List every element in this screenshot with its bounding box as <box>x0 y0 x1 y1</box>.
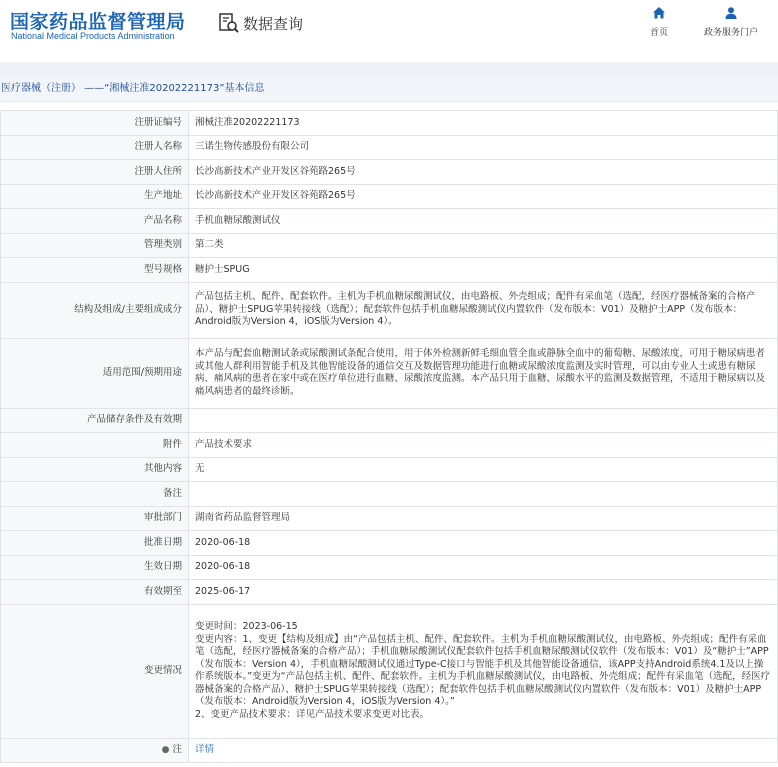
site-logo-subtitle[interactable]: National Medical Products Administration <box>11 31 175 41</box>
row-label: 型号规格 <box>1 258 189 283</box>
row-value: 无 <box>189 457 778 482</box>
table-row <box>1 111 778 136</box>
row-value: 2020-06-18 <box>189 555 778 580</box>
row-value <box>189 738 778 763</box>
row-value: 长沙高新技术产业开发区谷苑路265号 <box>189 184 778 209</box>
row-label: 附件 <box>1 433 189 458</box>
row-value <box>189 482 778 507</box>
row-label: 生效日期 <box>1 555 189 580</box>
row-value: 产品包括主机、配件、配套软件。主机为手机血糖尿酸测试仪，由电路板、外壳组成；配件有采血笔（选配，经医疗器械备案的合格产品）、糖护士SPUG苹果转接线（选配）；配套软件包括手机血糖尿酸测试仪内置软件（发布版本：V01）及糖护士APP（发布版本：Android版为Version 4，iOS版为Version 4）。 <box>189 282 778 338</box>
breadcrumb: 医疗器械（注册） ——“湘械注准20202221173”基本信息 <box>0 76 778 102</box>
detail-table <box>0 110 778 763</box>
row-value: 第二类 <box>189 233 778 258</box>
table-row <box>1 209 778 234</box>
change-content: 变更内容：1、变更【结构及组成】由“产品包括主机、配件、配套软件。主机为手机血糖尿酸测试仪，由电路板、外壳组成；配件有采血笔（选配，经医疗器械备案的合格产品）；手机血糖尿酸测试仪配套软件包括手机血糖尿酸测试仪软件（发布版本：V01）及“糖护士”APP（发布版本：Version 4），手机血糖尿酸测试仪通过Type-C接口与智能手机及其他智能设备通信，该APP支持Android系统4.1及以上操作系统版本。”变更为“产品包括主机、配件、配套软件。主机为手机血糖尿酸测试仪，由电路板、外壳组成；配件有采血笔（选配，经医疗器械备案的合格产品）、糖护士SPUG苹果转接线（选配）；配套软件包括手机血糖尿酸测试仪内置软件（发布版本：V01）及糖护士APP（发布版本：Android版为Version 4，iOS版为Version 4）。” <box>195 633 771 707</box>
row-value <box>189 408 778 433</box>
user-icon <box>724 6 738 20</box>
table-row <box>1 433 778 458</box>
table-row <box>1 135 778 160</box>
table-row <box>1 160 778 185</box>
table-row <box>1 338 778 408</box>
row-label: 批准日期 <box>1 531 189 556</box>
details-link[interactable]: 详情 <box>195 744 215 755</box>
table-row <box>1 282 778 338</box>
location-pin-icon: ● <box>161 745 170 755</box>
home-icon <box>652 6 666 20</box>
site-logo-title[interactable]: 国家药品监督管理局 <box>10 11 186 33</box>
table-row <box>1 258 778 283</box>
row-value: 手机血糖尿酸测试仪 <box>189 209 778 234</box>
row-value: 本产品与配套血糖测试条或尿酸测试条配合使用，用于体外检测新鲜毛细血管全血或静脉全血中的葡萄糖、尿酸浓度，可用于糖尿病患者或其他人群利用智能手机及其他智能设备的通信交互及数据管理功能进行血糖或尿酸浓度监测及实时管理，可以由专业人士或患有糖尿病、痛风病的患者在家中或在医疗单位进行血糖、尿酸浓度监测。本产品只用于血糖、尿酸水平的监测及数据管理，不适用于糖尿病以及痛风病患者的最终诊断。 <box>189 338 778 408</box>
change-content-2: 2、变更产品技术要求：详见产品技术要求变更对比表。 <box>195 708 430 720</box>
row-label: 注册人住所 <box>1 160 189 185</box>
row-label: 结构及组成/主要组成成分 <box>1 282 189 338</box>
table-row <box>1 482 778 507</box>
change-time: 变更时间：2023-06-15 <box>195 621 298 632</box>
row-label: 变更情况 <box>1 604 189 738</box>
table-row <box>1 580 778 605</box>
table-row <box>1 457 778 482</box>
note-label <box>1 738 189 763</box>
row-label: 生产地址 <box>1 184 189 209</box>
table-row <box>1 531 778 556</box>
row-label: 管理类别 <box>1 233 189 258</box>
table-row <box>1 184 778 209</box>
row-value: 三诺生物传感股份有限公司 <box>189 135 778 160</box>
nav-home-label: 首页 <box>650 28 669 38</box>
row-value: 产品技术要求 <box>189 433 778 458</box>
nav-gov-service-label: 政务服务门户 <box>704 28 759 38</box>
table-row <box>1 604 778 738</box>
row-label: 注册证编号 <box>1 111 189 136</box>
table-row <box>1 506 778 531</box>
site-header <box>0 0 778 62</box>
table-row <box>1 738 778 763</box>
header-divider-band <box>0 62 778 76</box>
row-value: 2025-06-17 <box>189 580 778 605</box>
table-row <box>1 233 778 258</box>
data-query-label: 数据查询 <box>243 14 304 33</box>
row-label: 产品名称 <box>1 209 189 234</box>
nav-gov-service[interactable] <box>704 6 758 38</box>
table-row <box>1 555 778 580</box>
document-search-icon <box>218 12 240 34</box>
row-label: 有效期至 <box>1 580 189 605</box>
row-label: 其他内容 <box>1 457 189 482</box>
data-query-title <box>218 12 303 34</box>
row-value: 湖南省药品监督管理局 <box>189 506 778 531</box>
spacer <box>0 102 778 110</box>
row-label: 审批部门 <box>1 506 189 531</box>
row-value: 2020-06-18 <box>189 531 778 556</box>
nav-home[interactable] <box>650 6 668 38</box>
row-label: 产品储存条件及有效期 <box>1 408 189 433</box>
row-label: 注册人名称 <box>1 135 189 160</box>
table-row <box>1 408 778 433</box>
row-value: 长沙高新技术产业开发区谷苑路265号 <box>189 160 778 185</box>
row-value <box>189 604 778 738</box>
row-value: 糖护士SPUG <box>189 258 778 283</box>
row-label: 适用范围/预期用途 <box>1 338 189 408</box>
note-label-text: 注 <box>172 744 182 755</box>
row-label: 备注 <box>1 482 189 507</box>
row-value: 湘械注准20202221173 <box>189 111 778 136</box>
